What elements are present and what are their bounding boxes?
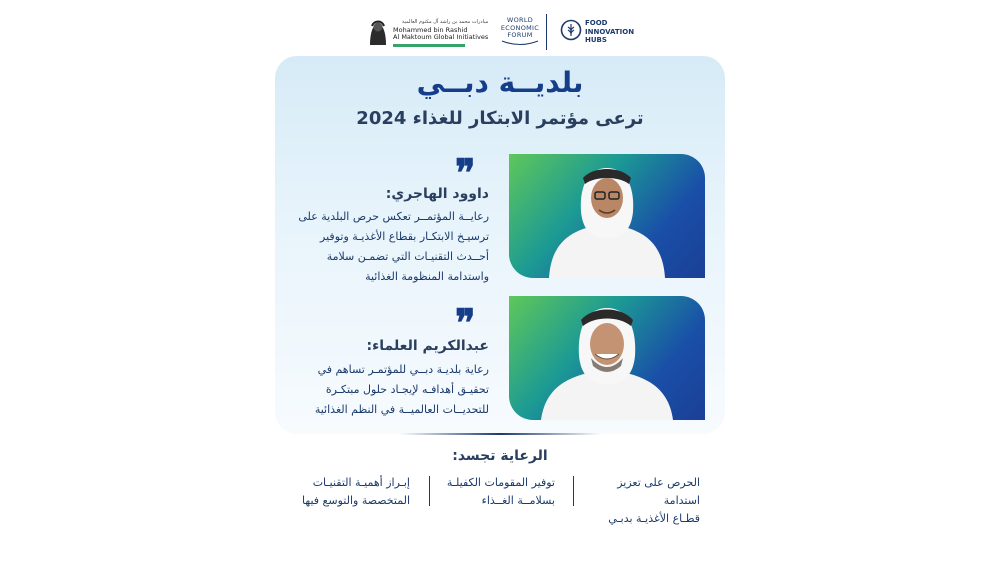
sponsorship-point-1 [585,474,700,528]
speaker-photo-1 [509,154,705,278]
sheikh-portrait-icon [366,17,390,47]
speaker-statement-1 [249,207,489,287]
mbr-initiatives-logo [366,14,489,50]
sponsorship-point-2 [440,474,555,510]
logo-divider [546,14,547,50]
wheat-globe-icon [560,19,582,41]
wef-line2: ECONOMIC [500,23,540,32]
statement-line: أحــدث التقنيـات التي تضمـن سلامة [326,250,489,263]
wef-arc-icon [500,40,540,46]
statement-line: رعاية بلديـة دبــي للمؤتمـر تساهم في [317,363,489,376]
mbr-name-line2: Al Maktoum Global Initiatives [393,33,489,41]
mbr-name-line1: Mohammed bin Rashid [393,25,468,34]
page-subtitle: ترعى مؤتمر الابتكار للغذاء 2024 [356,108,644,129]
speaker-name-1: داوود الهاجري: [385,186,489,202]
food-innovation-hubs-logo [560,18,635,48]
fih-line2: INNOVATION [585,27,635,36]
sponsorship-title: الرعاية تجسد: [452,448,548,464]
point-line: قطـاع الأغذيـة بدبـي [608,512,700,525]
fih-line3: HUBS [585,36,607,44]
page-title: بلديــة دبــي [416,66,584,99]
wef-line1: WORLD [506,16,534,24]
mbr-green-bar [393,44,465,47]
quote-mark-icon: ❞ [455,150,476,195]
speaker-photo-2 [509,296,705,420]
column-divider [573,476,574,506]
person-portrait-icon [509,296,705,420]
speaker-statement-2 [249,360,489,420]
point-line: المتخصصة والتوسع فيها [302,494,410,507]
mbr-arabic-name: مبادرات محمد بن راشد آل مكتوم العالمية [401,19,489,25]
point-line: إبـراز أهميـة التقنيـات [312,476,410,489]
fih-line1: FOOD [585,19,608,27]
partner-logos [366,14,635,50]
wef-logo [496,17,544,48]
statement-line: رعايــة المؤتمــر تعكس حرص البلدية على [298,210,489,223]
wef-line3: FORUM [507,31,533,39]
section-divider [400,433,600,435]
statement-line: واستدامة المنظومة الغذائية [365,270,489,283]
person-portrait-icon [509,154,705,278]
point-line: بسلامــة الغــذاء [481,494,555,507]
sponsorship-point-3 [290,474,410,510]
point-line: الحرص على تعزيز استدامة [617,476,700,507]
column-divider [429,476,430,506]
statement-line: للتحديــات العالميــة في النظم الغذائية [314,403,489,416]
speaker-name-2: عبدالكريم العلماء: [366,338,489,354]
statement-line: ترسيـخ الابتكـار بقطاع الأغذيـة وتوفير [320,230,489,243]
quote-mark-icon: ❞ [455,300,476,345]
statement-line: تحقيـق أهدافـه لإيجـاد حلول مبتكـرة [325,383,489,396]
point-line: توفير المقومات الكفيلـة [446,476,555,489]
